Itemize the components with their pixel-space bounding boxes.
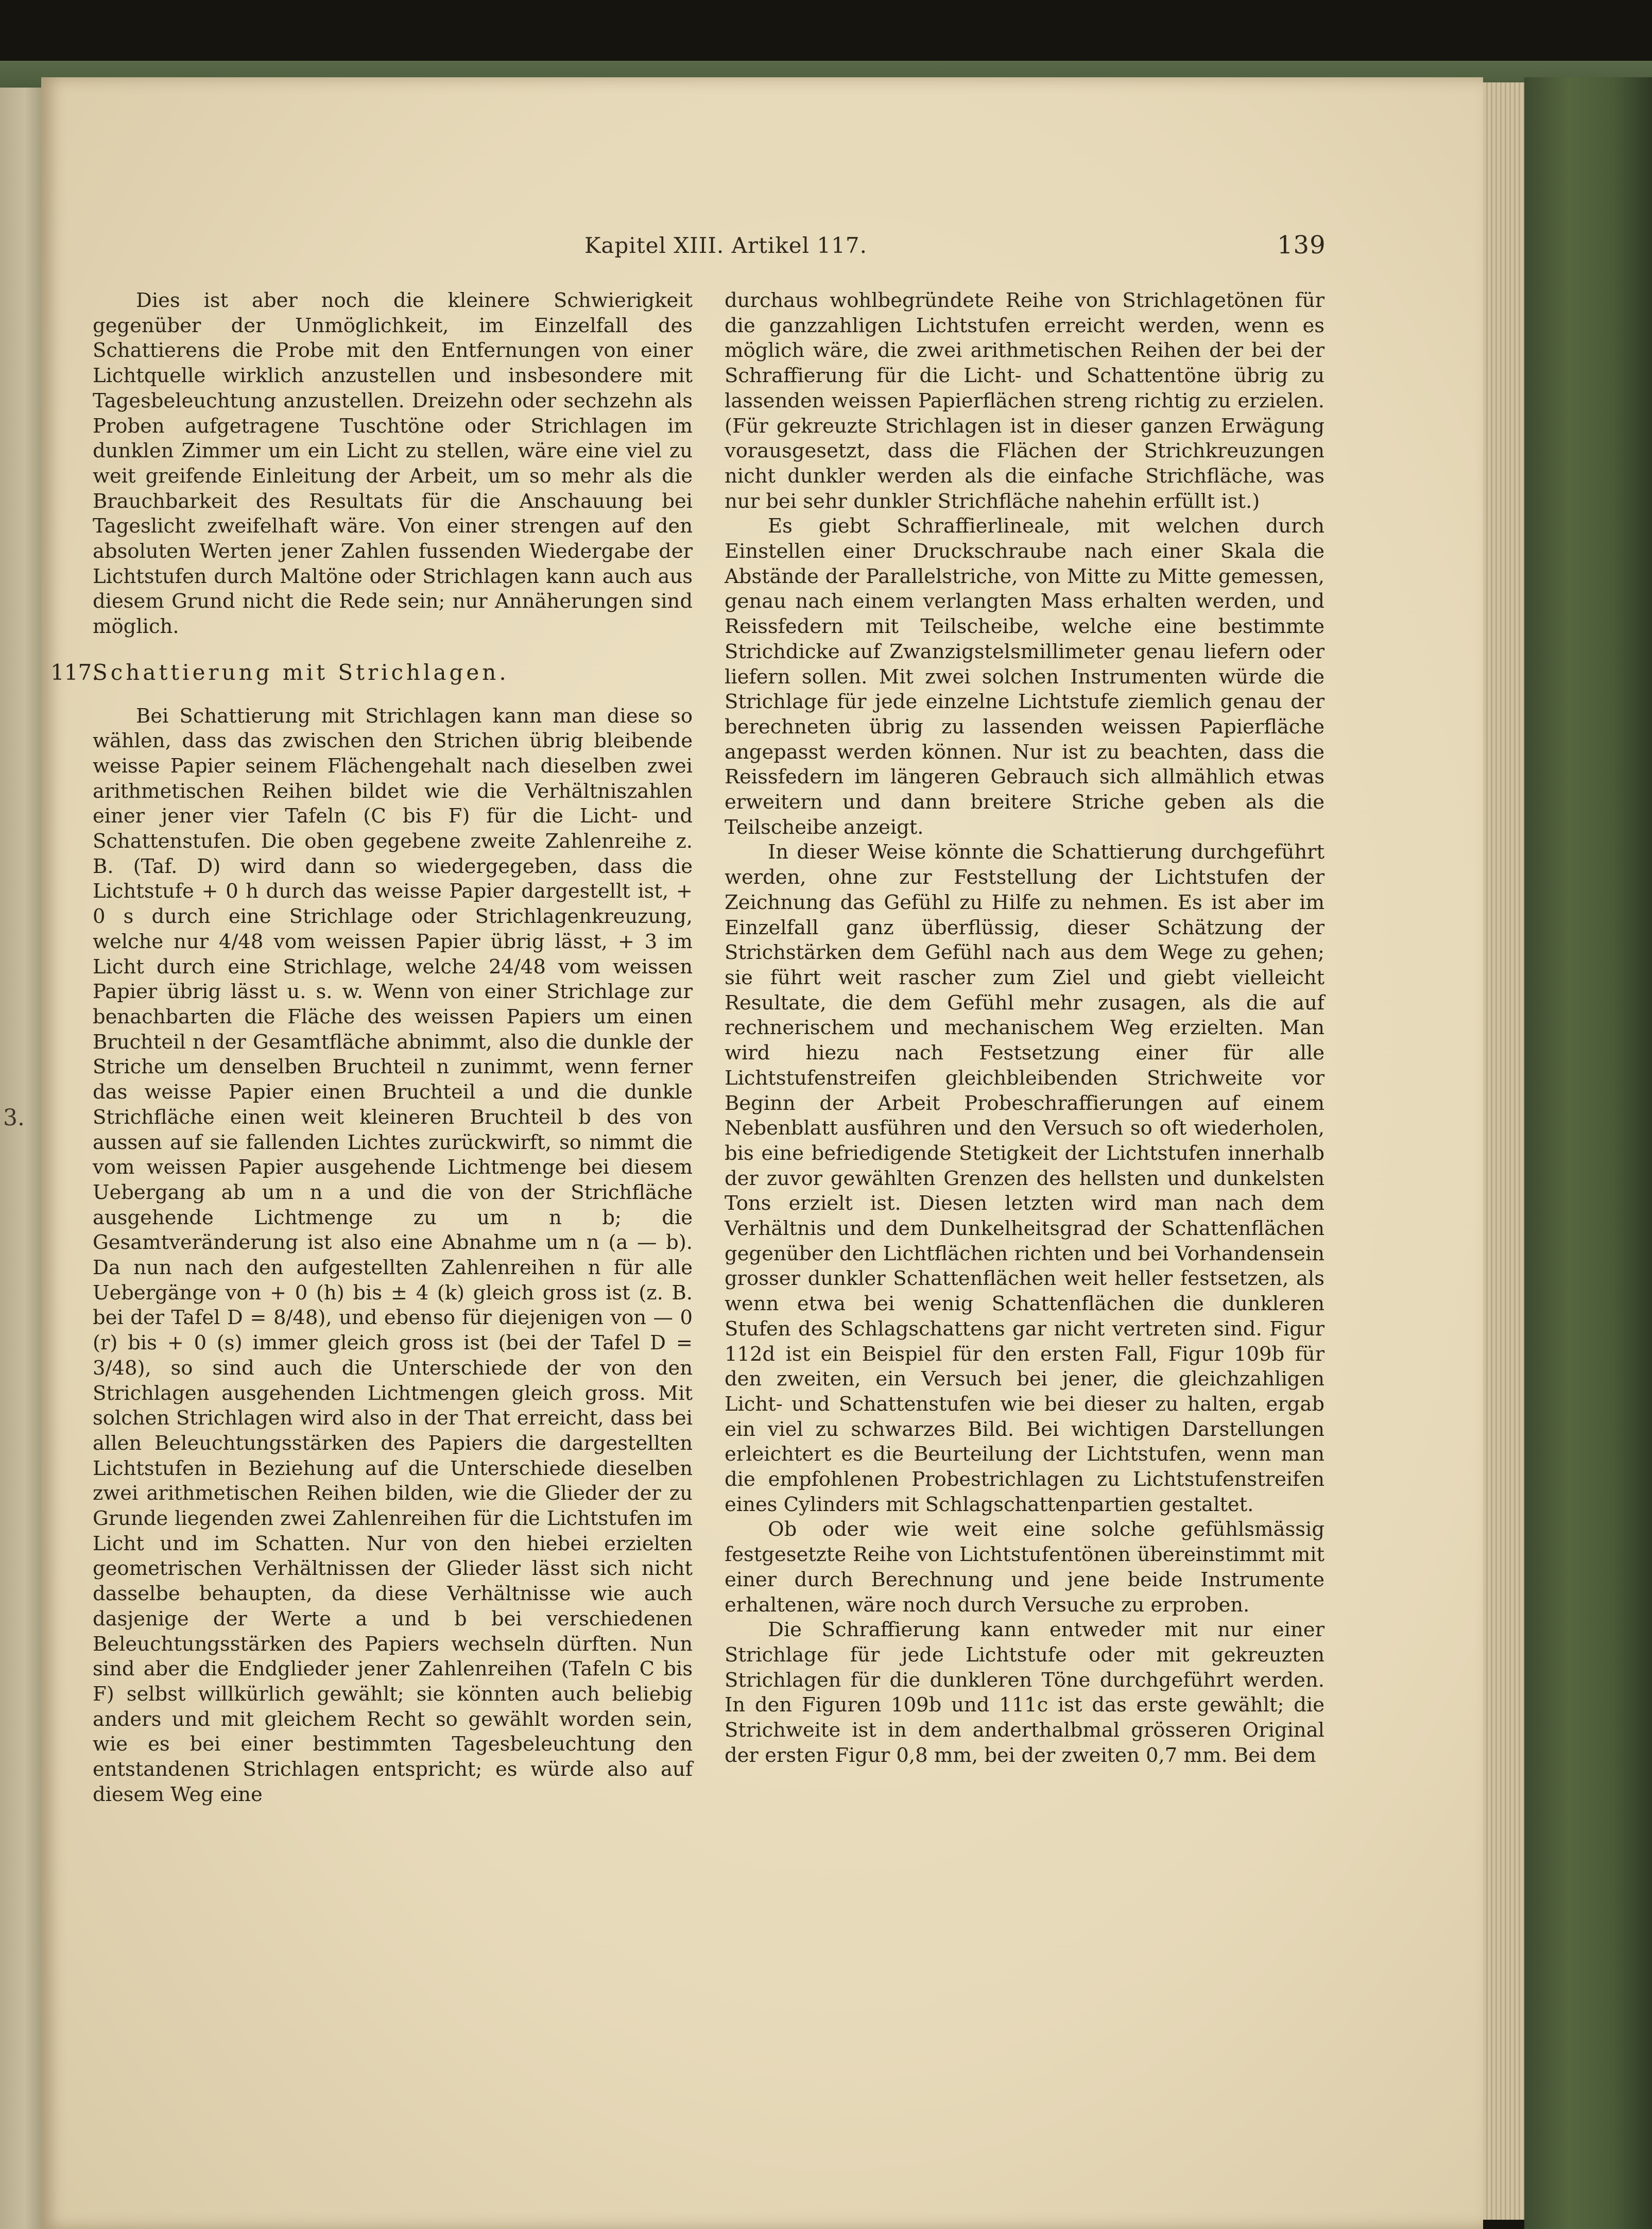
section-title: Schattierung mit Strichlagen. [93,659,509,685]
page-number: 139 [1277,231,1326,260]
paragraph: durchaus wohlbegründete Reihe von Strichlagetönen für die ganzzahligen Lichtstufen erreicht werden, wenn es möglich wäre, die zwei arithmetischen Reihen der bei der Schraffierung für die Licht- und Schattentöne übrig zu lassenden weissen Papierflächen streng richtig zu erzielen. (Für gekreuzte Strichlagen ist in dieser ganzen Erwägung vorausgesetzt, dass die Flächen der Strichkreuzungen nicht dunkler werden als die einfache Strichfläche, was nur bei sehr dunkler Strichfläche nahehin erfüllt ist.) [725,289,1324,513]
facing-page-fragment: 3. [3,1105,25,1131]
left-column [50,288,693,1807]
page-edges [1483,82,1524,2220]
paragraph: Bei Schattierung mit Strichlagen kann man diese so wählen, dass das zwischen den Strichen übrig bleibende weisse Papier seinem Flächengehalt nach dieselben zwei arithmetischen Reihen bildet wie die Verhältniszahlen einer jener vier Tafeln (C bis F) für die Licht- und Schattenstufen. Die oben gegebene zweite Zahlenreihe z. B. (Taf. D) wird dann so wiedergegeben, dass die Lichtstufe + 0 h durch das weisse Papier dargestellt ist, + 0 s durch eine Strichlage oder Strichlagenkreuzung, welche nur 4/48 vom weissen Papier übrig lässt, + 3 im Licht durch eine Strichlage, welche 24/48 vom weissen Papier übrig lässt u. s. w. Wenn von einer Strichlage zur benachbarten die Fläche des weissen Papiers um einen Bruchteil n der Gesamtfläche abnimmt, also die dunkle der Striche um denselben Bruchteil n zunimmt, wenn ferner das weisse Papier einen Bruchteil a und die dunkle Strichfläche einen weit kleineren Bruchteil b des von aussen auf sie fallenden Lichtes zurückwirft, so nimmt die vom weissen Papier ausgehende Lichtmenge bei diesem Uebergang ab um n a und die von der Strichfläche ausgehende Lichtmenge zu um n b; die Gesamtveränderung ist also eine Abnahme um n (a — b). Da nun nach den aufgestellten Zahlenreihen n für alle Uebergänge von + 0 (h) bis ± 4 (k) gleich gross ist (z. B. bei der Tafel D = 8/48), und ebenso für diejenigen von — 0 (r) bis + 0 (s) immer gleich gross ist (bei der Tafel D = 3/48), so sind auch die Unterschiede der von den Strichlagen ausgehenden Lichtmengen gleich gross. Mit solchen Strichlagen wird also in der That erreicht, dass bei allen Beleuchtungsstärken des Papiers die dargestellten Lichtstufen in Beziehung auf die Unterschiede dieselben zwei arithmetischen Reihen bilden, wie die Glieder der zu Grunde liegenden zwei Zahlenreihen für die Lichtstufen im Licht und im Schatten. Nur von den hiebei erzielten geometrischen Verhältnissen der Glieder lässt sich nicht dasselbe behaupten, da diese Verhältnisse wie auch dasjenige der Werte a und b bei verschiedenen Beleuchtungsstärken des Papiers wechseln dürften. Nun sind aber die Endglieder jener Zahlenreihen (Tafeln C bis F) selbst willkürlich gewählt; sie könnten auch beliebig anders und mit gleichem Recht so gewählt worden sein, wie es bei einer bestimmten Tagesbeleuchtung den entstandenen Strichlagen entspricht; es würde also auf diesem Weg eine [93,704,693,1806]
book-cover-edge [1524,77,1652,2229]
section-heading [50,659,693,685]
paragraph: Dies ist aber noch die kleinere Schwierigkeit gegenüber der Unmöglichkeit, im Einzelfall des Schattierens die Probe mit den Entfernungen von einer Lichtquelle wirklich anzustellen und insbesondere mit Tagesbeleuchtung anzustellen. Dreizehn oder sechzehn als Proben aufgetragene Tuschtöne oder Strichlagen im dunklen Zimmer um ein Licht zu stellen, wäre eine viel zu weit greifende Einleitung der Arbeit, um so mehr als die Brauchbarkeit des Resultats für die Anschauung bei Tageslicht zweifelhaft wäre. Von einer strengen auf den absoluten Werten jener Zahlen fussenden Wiedergabe der Lichtstufen durch Maltöne oder Strichlagen kann auch aus diesem Grund nicht die Rede sein; nur Annäherungen sind möglich. [93,289,693,639]
section-number: 117. [50,659,99,685]
paragraph: Die Schraffierung kann entweder mit nur einer Strichlage für jede Lichtstufe oder mit gekreuzten Strichlagen für die dunkleren Töne durchgeführt werden. In den Figuren 109b und 111c ist das erste gewählt; die Strichweite ist in dem anderthalbmal grösseren Original der ersten Figur 0,8 mm, bei der zweiten 0,7 mm. Bei dem [725,1618,1324,1767]
paragraph: Ob oder wie weit eine solche gefühlsmässig festgesetzte Reihe von Lichtstufentönen übereinstimmt mit einer durch Berechnung und jene beide Instrumente erhaltenen, wäre noch durch Versuche zu erproben. [725,1518,1324,1617]
paragraph: Es giebt Schraffierlineale, mit welchen durch Einstellen einer Druckschraube nach einer Skala die Abstände der Parallelstriche, von Mitte zu Mitte gemessen, genau nach einem verlangten Mass erhalten werden, und Reissfedern mit Teilscheibe, welche eine bestimmte Strichdicke auf Zwanzigstelsmillimeter genau liefern oder liefern sollen. Mit zwei solchen Instrumenten würde die Strichlage für jede einzelne Lichtstufe ziemlich genau der berechneten übrig zu lassenden weissen Papierfläche angepasst werden können. Nur ist zu beachten, dass die Reissfedern im längeren Gebrauch sich allmählich etwas erweitern und dann breitere Striche geben als die Teilscheibe anzeigt. [725,515,1324,839]
facing-page [0,88,41,2229]
running-header: Kapitel XIII. Artikel 117. [584,233,867,258]
paragraph: In dieser Weise könnte die Schattierung durchgeführt werden, ohne zur Feststellung der Lichtstufen der Zeichnung das Gefühl zu Hilfe zu nehmen. Es ist aber im Einzelfall ganz überflüssig, dieser Schätzung der Strichstärken dem Gefühl nach aus dem Wege zu gehen; sie führt weit rascher zum Ziel und giebt vielleicht Resultate, die dem Gefühl mehr zusagen, als die auf rechnerischem und mechanischem Weg erzielten. Man wird hiezu nach Festsetzung einer für alle Lichtstufenstreifen gleichbleibenden Strichweite vor Beginn der Arbeit Probeschraffierungen auf einem Nebenblatt ausführen und den Versuch so oft wiederholen, bis eine befriedigende Stetigkeit der Lichtstufen innerhalb der zuvor gewählten Grenzen des hellsten und dunkelsten Tons erzielt ist. Diesen letzten wird man nach dem Verhältnis und dem Dunkelheitsgrad der Schattenflächen gegenüber den Lichtflächen richten und bei Vorhandensein grosser dunkler Schattenflächen weit heller festsetzen, als wenn etwa bei wenig Schattenflächen die dunkleren Stufen des Schlagschattens gar nicht vertreten sind. Figur 112d ist ein Beispiel für den ersten Fall, Figur 109b für den zweiten, ein Versuch bei jener, die gleichzahligen Licht- und Schattenstufen wie bei dieser zu halten, ergab ein viel zu schwarzes Bild. Bei wichtigen Darstellungen erleichtert es die Beurteilung der Lichtstufen, wenn man die empfohlenen Probestrichlagen zu Lichtstufenstreifen eines Cylinders mit Schlagschattenpartien gestaltet. [725,841,1324,1516]
right-column [725,288,1324,1768]
